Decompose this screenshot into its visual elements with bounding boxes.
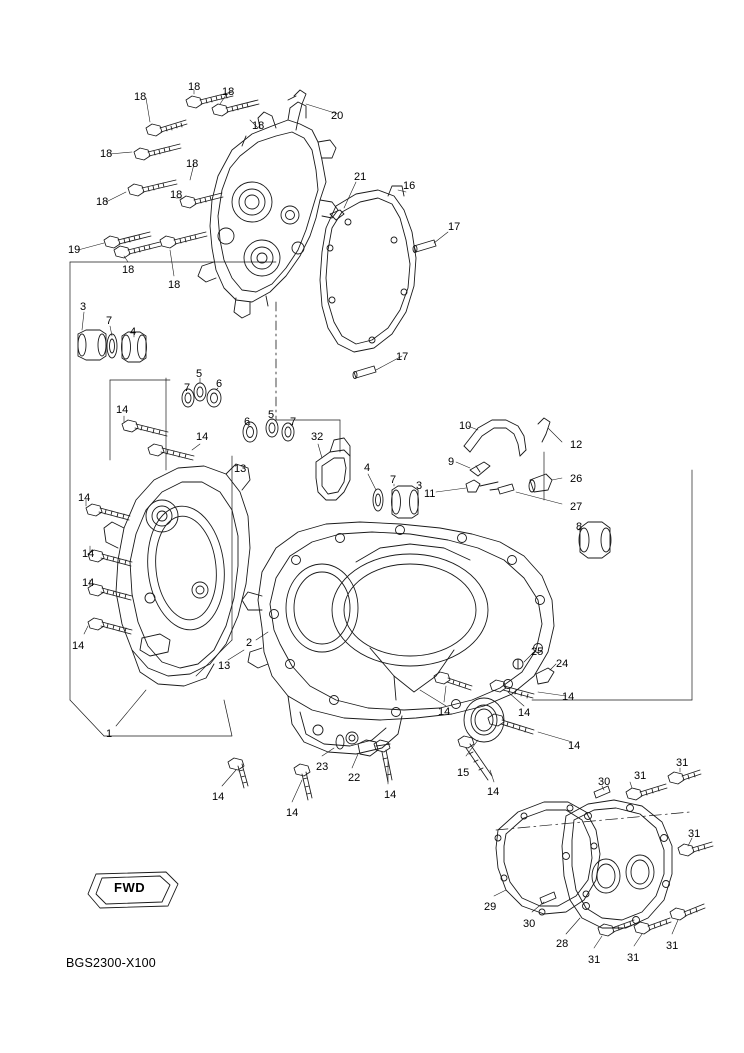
callout-31: 31 [676, 757, 689, 769]
callout-31: 31 [666, 940, 679, 952]
collar-assembly-left [78, 330, 147, 362]
callout-4: 4 [130, 326, 137, 338]
callout-17: 17 [396, 351, 409, 363]
crankcase-cover-28 [562, 800, 672, 928]
callout-14: 14 [82, 577, 95, 589]
callout-31: 31 [627, 952, 640, 964]
callout-13: 13 [234, 463, 247, 475]
callout-7: 7 [106, 315, 113, 327]
bolt-11 [466, 480, 498, 492]
callout-18: 18 [252, 120, 265, 132]
callout-6: 6 [244, 416, 251, 428]
callout-18: 18 [186, 158, 199, 170]
callout-24: 24 [556, 658, 569, 670]
small-rings-lower [243, 416, 297, 442]
breather-20 [288, 90, 306, 130]
callout-14: 14 [286, 807, 299, 819]
callout-27: 27 [570, 501, 583, 513]
callout-11: 11 [424, 488, 436, 500]
callout-29: 29 [484, 901, 497, 913]
washer-23 [336, 735, 344, 749]
oil-seal-15 [464, 698, 504, 742]
callout-31: 31 [634, 770, 647, 782]
part-24 [536, 668, 554, 684]
callout-18: 18 [222, 86, 235, 98]
callout-20: 20 [331, 110, 344, 122]
callout-10: 10 [459, 420, 472, 432]
callout-7: 7 [390, 474, 397, 486]
bolts-14-bottom [228, 672, 534, 800]
gasket-16 [320, 186, 416, 352]
callout-18: 18 [122, 264, 135, 276]
callout-12: 12 [570, 439, 583, 451]
callout-3: 3 [80, 301, 87, 313]
callout-14: 14 [518, 707, 531, 719]
callout-28: 28 [556, 938, 569, 950]
callout-16: 16 [403, 180, 416, 192]
callout-26: 26 [570, 473, 583, 485]
fwd-direction-indicator [92, 868, 178, 908]
callout-18: 18 [188, 81, 201, 93]
callout-14: 14 [212, 791, 225, 803]
bolts-14-left [86, 420, 194, 634]
breather-hose-10 [464, 420, 526, 456]
bolts-31 [598, 770, 713, 936]
callout-18: 18 [134, 91, 147, 103]
callout-9: 9 [448, 456, 455, 468]
callout-1: 1 [106, 728, 113, 740]
callout-13: 13 [218, 660, 231, 672]
callout-18: 18 [96, 196, 109, 208]
callout-17: 17 [448, 221, 461, 233]
fwd-label-text: FWD [114, 880, 146, 895]
callout-18: 18 [100, 148, 113, 160]
upper-crankcase-half [198, 102, 338, 318]
part-25 [513, 659, 523, 669]
callout-30: 30 [598, 776, 611, 788]
dowel-pin-17-upper [413, 240, 436, 253]
callout-15: 15 [457, 767, 470, 779]
callout-31: 31 [588, 954, 601, 966]
callout-14: 14 [116, 404, 129, 416]
callout-14: 14 [82, 548, 95, 560]
part-27 [490, 484, 514, 494]
callout-18: 18 [168, 279, 181, 291]
fitting-12 [538, 418, 550, 442]
oil-baffle-32 [316, 438, 350, 500]
part-code-label: BGS2300-X100 [66, 956, 156, 970]
callout-14: 14 [196, 431, 209, 443]
callout-25: 25 [531, 646, 544, 658]
callout-7: 7 [290, 416, 297, 428]
callout-14: 14 [562, 691, 575, 703]
callout-14: 14 [72, 640, 85, 652]
callout-14: 14 [487, 786, 500, 798]
collar-assembly-center [373, 486, 419, 518]
clamp-9 [470, 462, 490, 476]
callout-21: 21 [354, 171, 367, 183]
right-crankcase-half-2 [242, 522, 554, 754]
callout-31: 31 [688, 828, 701, 840]
dowel-pin-17-lower [353, 366, 376, 379]
callout-14: 14 [384, 789, 397, 801]
callout-4: 4 [364, 462, 371, 474]
callout-5: 5 [268, 409, 275, 421]
callout-30: 30 [523, 918, 536, 930]
callout-18: 18 [170, 189, 183, 201]
callout-22: 22 [348, 772, 361, 784]
callout-32: 32 [311, 431, 324, 443]
callout-2: 2 [246, 637, 253, 649]
bolts-top-left [104, 92, 259, 258]
callout-3: 3 [416, 480, 423, 492]
callout-14: 14 [78, 492, 91, 504]
callout-19: 19 [68, 244, 81, 256]
callout-5: 5 [196, 368, 203, 380]
left-crankcase-half-1 [104, 464, 253, 686]
callout-14: 14 [568, 740, 581, 752]
callout-23: 23 [316, 761, 329, 773]
part-26 [529, 474, 552, 492]
callout-8: 8 [576, 521, 583, 533]
collar-8 [579, 522, 611, 558]
callout-14: 14 [438, 706, 451, 718]
callout-6: 6 [216, 378, 223, 390]
cover-gasket-29 [495, 802, 600, 915]
callout-7: 7 [184, 382, 191, 394]
